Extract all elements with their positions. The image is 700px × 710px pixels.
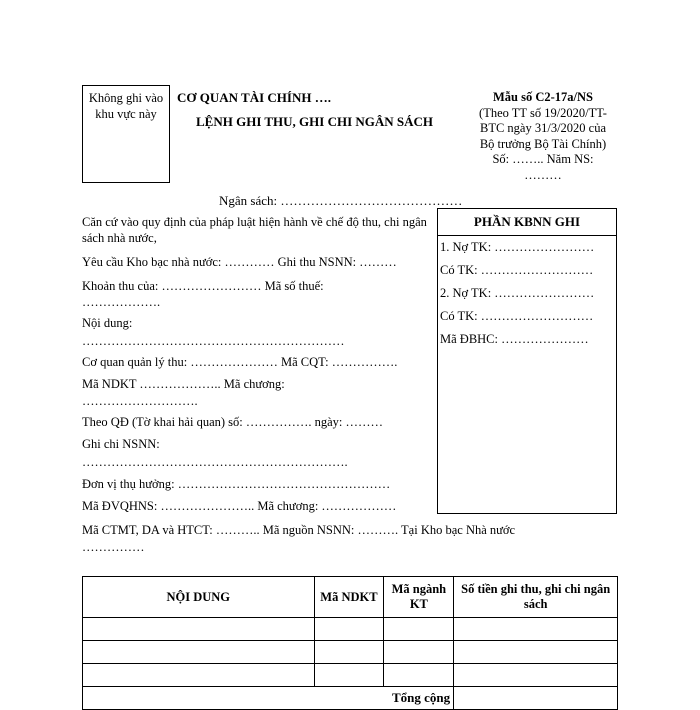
beneficiary-field: Đơn vị thụ hưởng: …………………………………………… [82, 477, 391, 491]
header-ndkt: Mã NDKT [314, 577, 384, 618]
table-total-row [83, 687, 618, 710]
header-amount: Số tiền ghi thu, ghi chi ngân sách [454, 577, 618, 618]
expenditure-label: Ghi chi NSNN: [82, 437, 160, 451]
tax-code-dots: ………………. [82, 295, 161, 309]
program-code-line: Mã CTMT, DA và HTCT: ……….. Mã nguồn NSNN: ………. Tại Kho bạc Nhà nước [82, 523, 516, 537]
revenue-of-field: Khoản thu của: …………………… Mã số thuế: [82, 279, 324, 293]
total-label: Tổng cộng [392, 690, 451, 705]
table-header-row [83, 577, 618, 618]
no-write-line-1: Không ghi vào [88, 91, 164, 105]
ndkt-code-field: Mã NDKT ……………….. Mã chương: [82, 377, 285, 391]
legal-basis-text: Căn cứ vào quy định của pháp luật hiện hành về chế độ thu, chi ngân sách nhà nước, [82, 215, 427, 245]
decision-field: Theo QĐ (Tờ khai hải quan) số: ……………. ngày: ……… [82, 415, 384, 429]
content-label: Nội dung: [82, 316, 133, 330]
debit-account-1: 1. Nợ TK: …………………… [440, 240, 595, 254]
collecting-agency-field: Cơ quan quản lý thu: ………………… Mã CQT: ……………. [82, 355, 398, 369]
no-write-line-2: khu vực này [95, 107, 157, 121]
table-row [83, 641, 618, 664]
agency-name: CƠ QUAN TÀI CHÍNH …. [177, 90, 331, 105]
budget-unit-code-field: Mã ĐVQHNS: ………………….. Mã chương: ……………… [82, 499, 397, 513]
document-title: LỆNH GHI THU, GHI CHI NGÂN SÁCH [196, 114, 434, 129]
kbnn-heading: PHẦN KBNN GHI [438, 209, 616, 236]
form-ref-3: Bộ trưởng Bộ Tài Chính) [479, 136, 607, 151]
table-row [83, 664, 618, 687]
table-row [83, 618, 618, 641]
budget-line: Ngân sách: …………………………………… [219, 193, 463, 208]
chapter-code-dots: ………………………. [82, 394, 198, 408]
treasury-request-field: Yêu cầu Kho bạc nhà nước: ………… Ghi thu NSNN: ……… [82, 255, 397, 269]
header-content: NỘI DUNG [83, 577, 315, 618]
form-ref-1: (Theo TT số 19/2020/TT- [479, 105, 607, 120]
kbnn-section [437, 208, 617, 514]
credit-account-1: Có TK: ……………………… [440, 263, 594, 277]
form-ref-2: BTC ngày 31/3/2020 của [479, 121, 607, 135]
form-number: Mẫu số C2-17a/NS [492, 90, 593, 104]
no-write-box [82, 85, 170, 183]
program-code-dots: …………… [82, 540, 145, 554]
content-dots: ……………………………………………………… [82, 334, 345, 348]
number-year: Số: …….. Năm NS: [492, 152, 594, 166]
form-info [468, 90, 618, 183]
content-table [82, 576, 618, 710]
expenditure-dots: ………………………………………………………. [82, 455, 348, 469]
header-industry-code: Mã ngành KT [384, 577, 454, 618]
credit-account-2: Có TK: ……………………… [440, 309, 594, 323]
debit-account-2: 2. Nợ TK: …………………… [440, 286, 595, 300]
admin-unit-code: Mã ĐBHC: ………………… [440, 332, 589, 346]
number-year-dots: ……… [524, 167, 562, 182]
